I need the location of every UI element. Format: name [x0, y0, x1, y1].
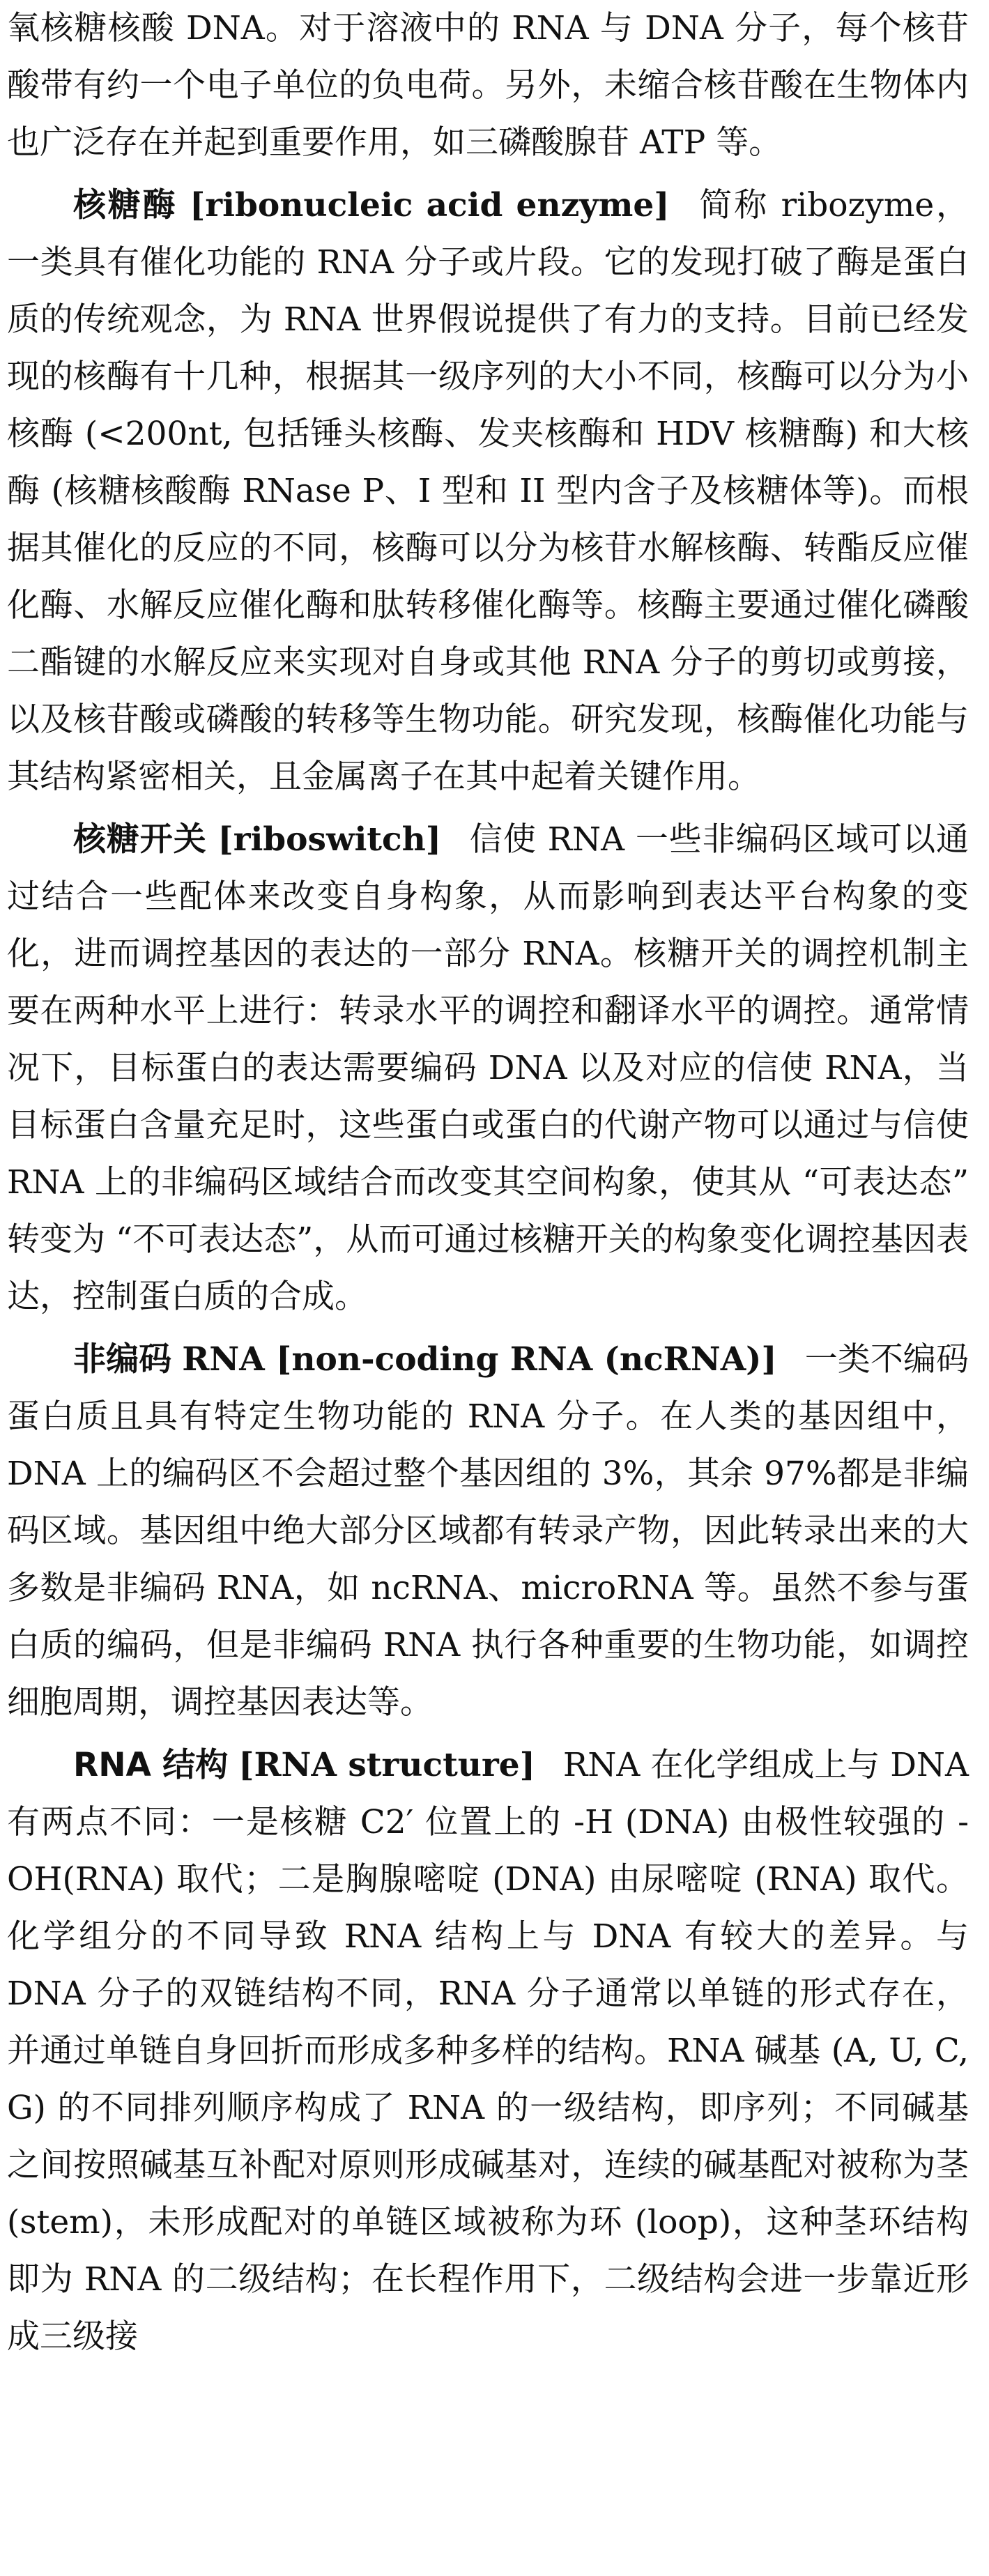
paragraph-body: 氧核糖核酸 DNA。对于溶液中的 RNA 与 DNA 分子，每个核苷酸带有约一个电子单位的负电荷。另外，未缩合核苷酸在生物体内也广泛存在并起到重要作用，如三磷酸腺苷 ATP 等。 [7, 9, 969, 162]
document-page [7, 0, 969, 2576]
entry-body: RNA 在化学组成上与 DNA 有两点不同：一是核糖 C2′ 位置上的 -H (DNA) 由极性较强的 -OH(RNA) 取代；二是胸腺嘧啶 (DNA) 由尿嘧啶 (RNA) 取代。化学组分的不同导致 RNA 结构上与 DNA 有较大的差异。与 DNA 分子的双链结构不同，RNA 分子通常以单链的形式存在，并通过单链自身回折而形成多种多样的结构。RNA 碱基 (A, U, C, G) 的不同排列顺序构成了 RNA 的一级结构，即序列；不同碱基之间按照碱基互补配对原则形成碱基对，连续的碱基配对被称为茎 (stem)，未形成配对的单链区域被称为环 (loop)，这种茎环结构即为 RNA 的二级结构；在长程作用下，二级结构会进一步靠近形成三级接 [7, 1746, 969, 2356]
entry-body: 一类不编码蛋白质且具有特定生物功能的 RNA 分子。在人类的基因组中，DNA 上的编码区不会超过整个基因组的 3%，其余 97%都是非编码区域。基因组中绝大部分区域都有转录产物，因此转录出来的大多数是非编码 RNA，如 ncRNA、microRNA 等。虽然不参与蛋白质的编码，但是非编码 RNA 执行各种重要的生物功能，如调控细胞周期，调控基因表达等。 [7, 1340, 969, 1722]
entry-term-zh: 非编码 [73, 1340, 172, 1379]
entry-ncrna [7, 1331, 969, 1731]
entry-ribozyme [7, 177, 969, 806]
entry-body: 简称 ribozyme，一类具有催化功能的 RNA 分子或片段。它的发现打破了酶是蛋白质的传统观念，为 RNA 世界假说提供了有力的支持。目前已经发现的核酶有十几种，根据其一级序列的大小不同，核酶可以分为小核酶 (<200nt, 包括锤头核酶、发夹核酶和 HDV 核糖酶) 和大核酶 (核糖核酸酶 RNase P、I 型和 II 型内含子及核糖体等)。而根据其催化的反应的不同，核酶可以分为核苷水解核酶、转酯反应催化酶、水解反应催化酶和肽转移催化酶等。核酶主要通过催化磷酸二酯键的水解反应来实现对自身或其他 RNA 分子的剪切或剪接，以及核苷酸或磷酸的转移等生物功能。研究发现，核酶催化功能与其结构紧密相关，且金属离子在其中起着关键作用。 [7, 186, 969, 796]
entry-term-en: [RNA structure] [238, 1746, 535, 1784]
entry-term-zh: 核糖酶 [73, 186, 178, 224]
entry-term-en: RNA [non-coding RNA (ncRNA)] [182, 1340, 777, 1379]
entry-riboswitch [7, 811, 969, 1326]
entry-body: 信使 RNA 一些非编码区域可以通过结合一些配体来改变自身构象，从而影响到表达平台构象的变化，进而调控基因的表达的一部分 RNA。核糖开关的调控机制主要在两种水平上进行：转录水平的调控和翻译水平的调控。通常情况下，目标蛋白的表达需要编码 DNA 以及对应的信使 RNA，当目标蛋白含量充足时，这些蛋白或蛋白的代谢产物可以通过与信使 RNA 上的非编码区域结合而改变其空间构象，使其从 “可表达态” 转变为 “不可表达态”，从而可通过核糖开关的构象变化调控基因表达，控制蛋白质的合成。 [7, 820, 969, 1316]
entry-rna-structure [7, 1737, 969, 2366]
entry-term-en: [ribonucleic acid enzyme] [190, 186, 670, 224]
paragraph-intro-tail [7, 0, 969, 171]
entry-term-zh: RNA 结构 [73, 1746, 229, 1784]
entry-term-zh: 核糖开关 [73, 820, 207, 859]
entry-term-en: [riboswitch] [217, 820, 442, 859]
